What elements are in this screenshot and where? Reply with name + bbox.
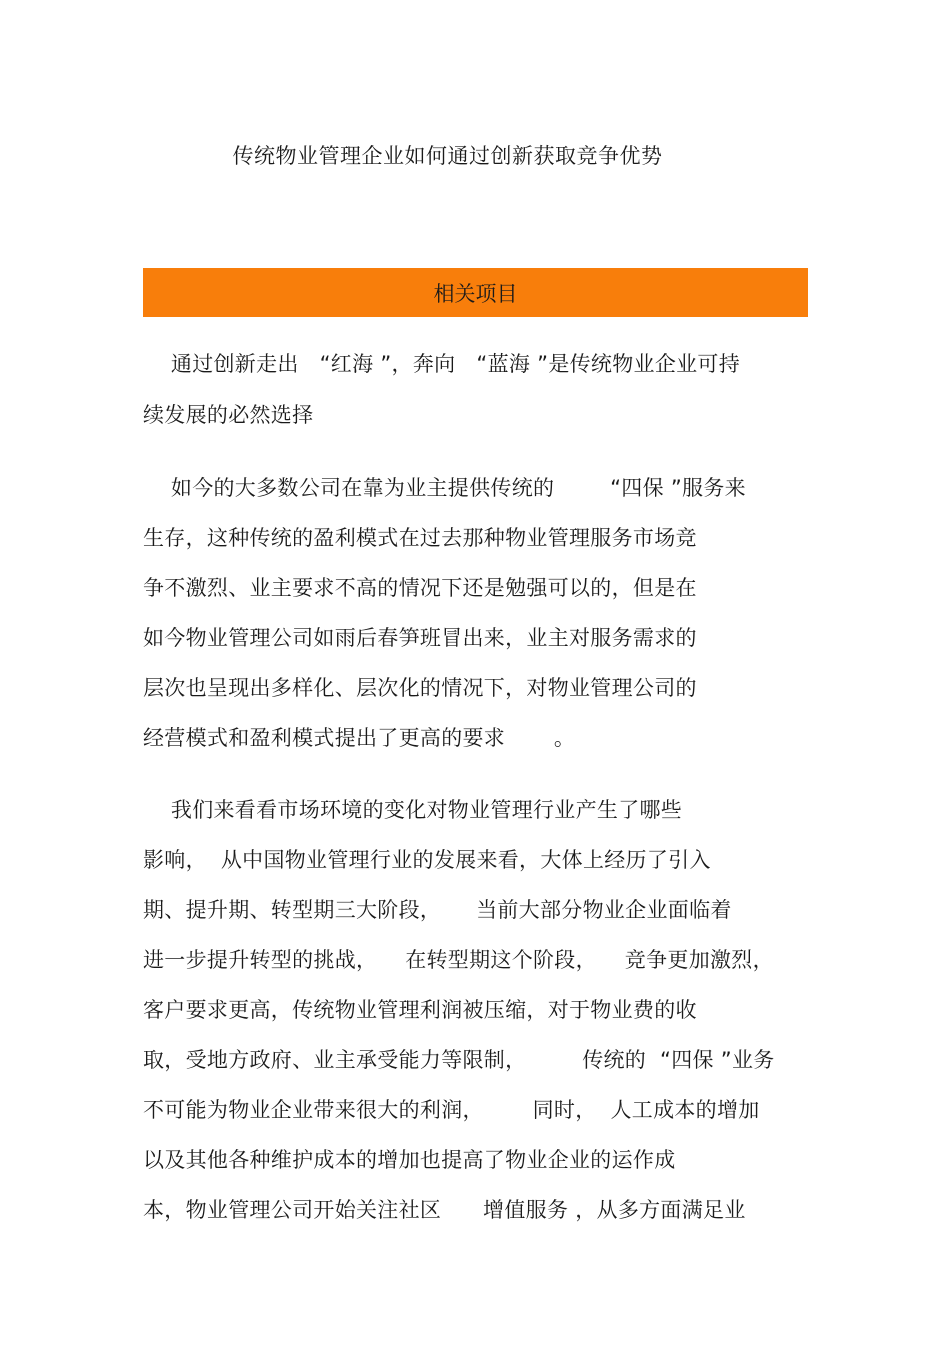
paragraph-3-line-1: 我们来看看市场环境的变化对物业管理行业产生了哪些	[143, 798, 683, 822]
paragraph-2-line-4: 如今物业管理公司如雨后春笋班冒出来，业主对服务需求的	[143, 626, 697, 650]
paragraph-3-line-6: 取，受地方政府、业主承受能力等限制， 传统的 “四保 ”业务	[143, 1048, 775, 1072]
paragraph-2-line-3: 争不激烈、业主要求不高的情况下还是勉强可以的，但是在	[143, 576, 697, 600]
section-band-label: 相关项目	[433, 281, 518, 306]
paragraph-3-line-8: 以及其他各种维护成本的增加也提高了物业企业的运作成	[143, 1148, 676, 1172]
paragraph-2-line-1: 如今的大多数公司在靠为业主提供传统的 “四保 ”服务来	[143, 476, 746, 500]
paragraph-3-line-5: 客户要求更高，传统物业管理利润被压缩，对于物业费的收	[143, 998, 697, 1022]
paragraph-2-line-5: 层次也呈现出多样化、层次化的情况下，对物业管理公司的	[143, 676, 697, 700]
paragraph-1-line-2: 续发展的必然选择	[143, 403, 314, 427]
paragraph-3-line-4: 进一步提升转型的挑战， 在转型期这个阶段， 竞争更加激烈，	[143, 948, 774, 972]
paragraph-3-line-3: 期、提升期、转型期三大阶段， 当前大部分物业企业面临着	[143, 898, 732, 922]
paragraph-2-line-2: 生存，这种传统的盈利模式在过去那种物业管理服务市场竞	[143, 526, 697, 550]
document-title: 传统物业管理企业如何通过创新获取竞争优势	[232, 144, 663, 168]
paragraph-3-line-2: 影响， 从中国物业管理行业的发展来看，大体上经历了引入	[143, 848, 711, 872]
paragraph-3-line-7: 不可能为物业企业带来很大的利润， 同时， 人工成本的增加	[143, 1098, 760, 1122]
paragraph-1-line-1: 通过创新走出 “红海 ”，奔向 “蓝海 ”是传统物业企业可持	[143, 352, 741, 376]
paragraph-2-line-6: 经营模式和盈利模式提出了更高的要求 。	[143, 726, 576, 750]
paragraph-3-line-9: 本，物业管理公司开始关注社区 增值服务 ，从多方面满足业	[143, 1198, 746, 1222]
section-band	[143, 268, 808, 317]
